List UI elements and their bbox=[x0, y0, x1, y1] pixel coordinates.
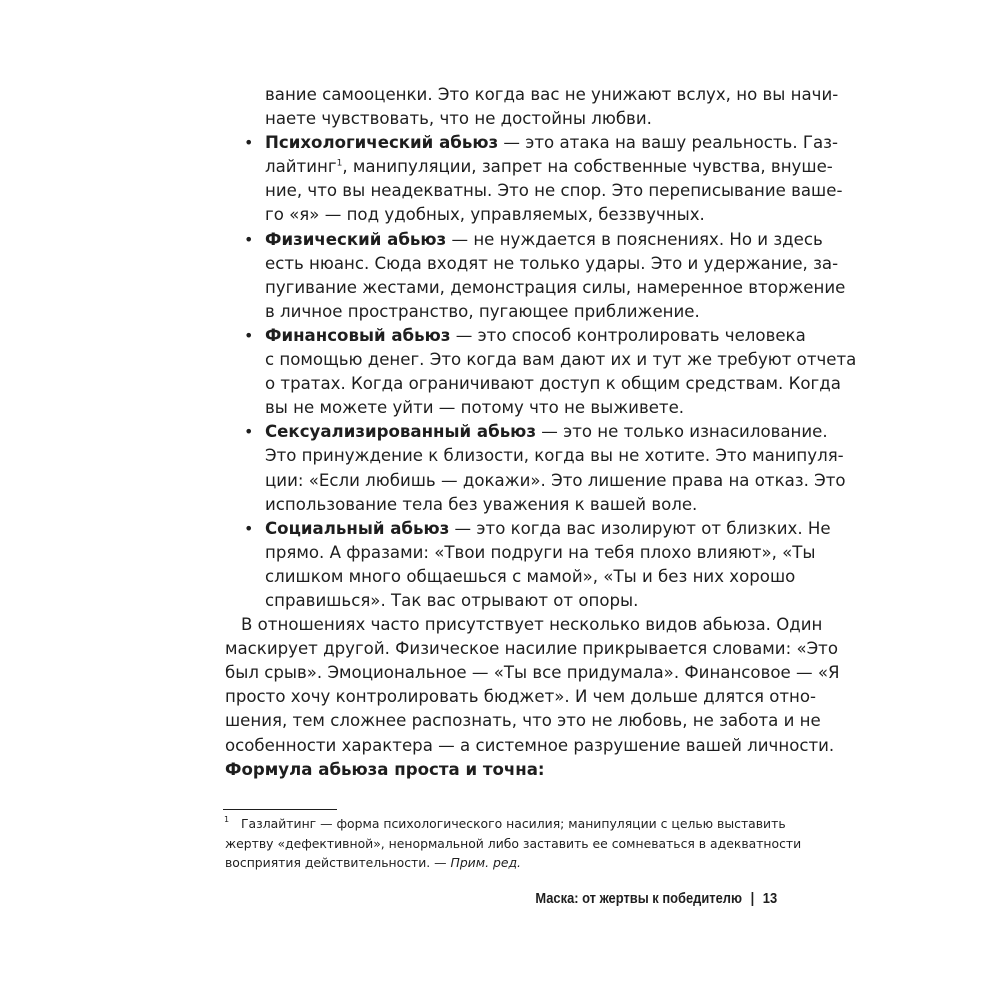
bullet-financial bbox=[225, 324, 806, 348]
bullet-line: справишься». Так вас отрывают от опоры. bbox=[265, 590, 639, 610]
bullet-line: использование тела без уважения к вашей воле. bbox=[265, 494, 698, 514]
running-footer bbox=[535, 890, 777, 907]
bullet-line: вы не можете уйти — потому что не выживете. bbox=[265, 398, 685, 418]
bullet-social bbox=[225, 517, 831, 541]
bullet-icon: • bbox=[244, 518, 254, 538]
page-number: 13 bbox=[762, 890, 777, 907]
footnote-reference: 1 bbox=[336, 158, 343, 169]
bullet-line: слишком много общаешься с мамой», «Ты и без них хорошо bbox=[265, 566, 796, 586]
bullet-line: в личное пространство, пугающее приближение. bbox=[265, 301, 700, 321]
term-physical: Физический абьюз bbox=[265, 229, 447, 249]
bullet-line: прямо. А фразами: «Твои подруги на тебя плохо влияют», «Ты bbox=[265, 542, 816, 562]
footnote bbox=[224, 814, 802, 873]
bullet-line: ние, что вы неадекватны. Это не спор. Это переписывание ваше- bbox=[265, 181, 843, 201]
footnote-mark: 1 bbox=[224, 815, 230, 824]
bullet-text: — это не только изнасилование. bbox=[535, 422, 828, 442]
term-sexualized: Сексуализированный абьюз bbox=[265, 422, 536, 442]
bullet-text: — это атака на вашу реальность. Газ- bbox=[498, 133, 838, 153]
term-psychological: Психологический абьюз bbox=[265, 133, 499, 153]
paragraph-line: маскирует другой. Физическое насилие прикрывается словами: «Это bbox=[225, 639, 839, 659]
paragraph-line: особенности характера — а системное разрушение вашей личности. bbox=[225, 735, 835, 755]
bullet-text: — это способ контролировать человека bbox=[450, 325, 806, 345]
footer-separator: | bbox=[750, 890, 755, 907]
intro-line: наете чувствовать, что не достойны любви. bbox=[265, 109, 652, 129]
main-text bbox=[225, 83, 857, 782]
bullet-psychological bbox=[225, 131, 838, 155]
bullet-icon: • bbox=[244, 133, 254, 153]
term-financial: Финансовый абьюз bbox=[265, 325, 451, 345]
bullet-sexualized bbox=[225, 420, 828, 444]
editor-note: Прим. ред. bbox=[450, 855, 521, 870]
footnote-text: восприятия действительности. — bbox=[225, 855, 451, 870]
intro-line: вание самооценки. Это когда вас не унижают вслух, но вы начи- bbox=[265, 85, 839, 104]
bullet-line bbox=[225, 155, 833, 179]
paragraph-line: был срыв». Эмоциональное — «Ты все придумала». Финансовое — «Я bbox=[225, 663, 840, 683]
bullet-line: го «я» — под удобных, управляемых, беззвучных. bbox=[265, 205, 705, 225]
bullet-icon: • bbox=[244, 229, 254, 249]
bullet-line: о тратах. Когда ограничивают доступ к общим средствам. Когда bbox=[265, 374, 841, 394]
bullet-icon: • bbox=[244, 422, 254, 442]
bullet-text: — не нуждается в пояснениях. Но и здесь bbox=[446, 229, 823, 249]
bullet-icon: • bbox=[244, 325, 254, 345]
bullet-line: ции: «Если любишь — докажи». Это лишение права на отказ. Это bbox=[265, 470, 846, 490]
footnote-line: жертву «дефективной», ненормальной либо заставить ее сомневаться в адекватности bbox=[225, 835, 802, 851]
bullet-line: есть нюанс. Сюда входят не только удары. Это и удержание, за- bbox=[265, 253, 839, 273]
bullet-line: с помощью денег. Это когда вам дают их и тут же требуют отчета bbox=[265, 350, 857, 370]
bullet-physical bbox=[225, 228, 823, 252]
paragraph-line: В отношениях часто присутствует несколько видов абьюза. Один bbox=[241, 615, 823, 635]
bullet-line: пугивание жестами, демонстрация силы, намеренное вторжение bbox=[265, 277, 846, 297]
footnote-line bbox=[225, 853, 777, 873]
bullet-line: Это принуждение к близости, когда вы не хотите. Это манипуля- bbox=[265, 446, 844, 466]
gaslighting-word: лайтинг bbox=[265, 157, 337, 177]
section-heading: Формула абьюза проста и точна: bbox=[225, 759, 545, 779]
footnote-line: Газлайтинг — форма психологического насилия; манипуляции с целью выставить bbox=[241, 816, 786, 831]
bullet-text: — это когда вас изолируют от близких. Не bbox=[449, 518, 831, 538]
footnote-divider bbox=[223, 809, 337, 810]
paragraph-line: просто хочу контролировать бюджет». И чем дольше длятся отно- bbox=[225, 687, 817, 707]
book-title: Маска: от жертвы к победителю bbox=[535, 890, 742, 907]
paragraph-line: шения, тем сложнее распознать, что это не любовь, не забота и не bbox=[225, 711, 821, 731]
term-social: Социальный абьюз bbox=[265, 518, 450, 538]
bullet-text: , манипуляции, запрет на собственные чувства, внуше- bbox=[342, 157, 833, 177]
